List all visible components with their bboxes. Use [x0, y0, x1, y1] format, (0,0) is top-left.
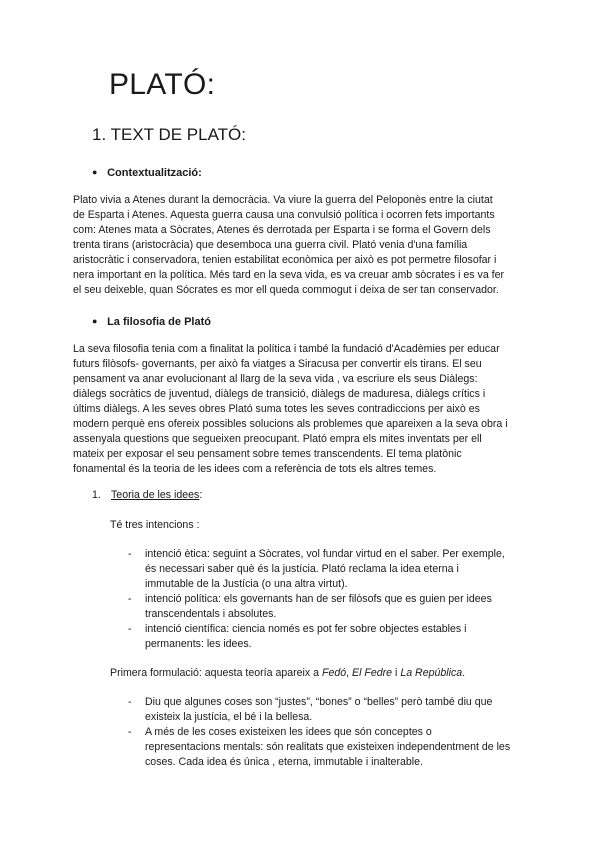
list-item: [128, 547, 505, 592]
dash-icon: [128, 622, 132, 637]
formulacio-prefix: Primera formulació: aquesta teoría apareix a: [110, 667, 322, 679]
intencions-list: [128, 547, 505, 652]
list-item-line: coses. Cada idea és única , eterna, immutable i inalterable.: [145, 756, 423, 768]
dash-icon: [128, 547, 132, 562]
list-item-line: transcendentals i absolutes.: [145, 608, 277, 620]
work-title: Fedó: [321, 667, 347, 679]
paragraph-line: futurs filòsofs- governants, per això fa viatges a Siracusa per convertir els tirans. El seu: [73, 358, 482, 370]
filosofia-paragraph: [73, 342, 533, 477]
paragraph-line: Plato vivia a Atenes durant la democràcia. Va viure la guerra del Peloponès entre la ciutat: [73, 194, 493, 206]
section-heading: 1. TEXT DE PLATÓ:: [92, 125, 246, 144]
separator: i: [392, 667, 401, 679]
list-item-line: intenció científica: ciencia només es pot fer sobre objectes estables i: [145, 623, 467, 635]
paragraph-line: La seva filosofia tenia com a finalitat la política i també la fundació d'Acadèmies per educar: [73, 343, 500, 355]
paragraph-line: fonamental és la teoria de les idees com a referència de tots els altres temes.: [73, 463, 437, 475]
list-number: 1.: [92, 489, 101, 501]
list-item: [128, 622, 505, 652]
paragraph-line: com: Atenes mata a Sòcrates, Atenes és derrotada per Esparta i se forma el Govern dels: [73, 224, 491, 236]
paragraph-line: aristocràtic i conservadora, tenien estabilitat econòmica per això es pot permetre filosofar i: [73, 254, 497, 266]
list-item-line: A més de les coses existeixen les idees que són conceptes o: [145, 726, 432, 738]
paragraph-line: pensament va anar evolucionant al llarg de la seva vida , va escriure els seus Diàlegs:: [73, 373, 478, 385]
list-item-line: és necessari saber què és la justícia. Plató reclama la idea eterna i: [145, 563, 459, 575]
paragraph-line: el seu deixeble, quan Sócrates es mor ell queda commogut i deixa de ser tan conservador.: [73, 284, 499, 296]
list-item-line: representacions mentals: són realitats que existeixen independentment de les: [145, 741, 511, 753]
paragraph-line: nera important en la política. Més tard en la seva vida, es va creuar amb sòcrates i es va fer: [73, 269, 505, 281]
context-heading: [92, 167, 202, 179]
list-item: [128, 725, 510, 770]
separator: ,: [346, 667, 353, 679]
dash-icon: [128, 592, 132, 607]
list-item: [128, 695, 510, 725]
list-item-line: immutable de la Justícia (o una altra virtut).: [145, 578, 348, 590]
list-item-line: existeix la justícia, el bé i la bellesa.: [145, 711, 313, 723]
list-item-line: intenció ètica: seguint a Sòcrates, vol fundar virtud en el saber. Per exemple,: [145, 548, 505, 560]
filosofia-heading: [92, 316, 211, 328]
teoria-heading-label: Teoria de les idees: [111, 489, 200, 501]
context-heading-label: Contextualització:: [107, 167, 202, 179]
intencions-intro-text: Té tres intencions :: [110, 519, 200, 531]
dash-icon: [128, 695, 132, 710]
punts-list: [128, 695, 510, 770]
list-item-line: intenció política: els governants han de ser filòsofs que es guien per idees: [145, 593, 492, 605]
bullet-icon: [92, 167, 104, 177]
paragraph-line: modern perquè ens ofereix possibles solucions als problemes que apareixen a la seva obra i: [73, 418, 508, 430]
paragraph-line: trenta tirans (aristocràcia) que desemboca una guerra civil. Plató venia d'una família: [73, 239, 468, 251]
page-title: PLATÓ:: [109, 68, 216, 101]
list-item-line: Diu que algunes coses son “justes”, “bones” o “belles” però també diu que: [145, 696, 493, 708]
paragraph-line: mateix per exposar el seu pensament sobre temes transcendents. El tema platònic: [73, 448, 462, 460]
paragraph-line: assenyala questions que segueixen preocupant. Plató empra els mites inventats per ell: [73, 433, 482, 445]
paragraph-line: diàlegs socràtics de juventud, diàlegs de transició, diàlegs de maduresa, diàlegs crítics i: [73, 388, 486, 400]
work-title: El Fedre: [352, 667, 393, 679]
paragraph-line: de Esparta i Atenes. Aquesta guerra causa una convulsió política i ocorren fets importants: [73, 209, 495, 221]
teoria-heading: [92, 489, 202, 501]
context-paragraph: [73, 193, 533, 298]
dash-icon: [128, 725, 132, 740]
formulacio-line: [110, 666, 465, 681]
filosofia-heading-label: La filosofia de Plató: [107, 316, 211, 328]
work-title: La República: [400, 667, 463, 679]
formulacio-text: [110, 666, 465, 681]
list-item-line: permanents: les idees.: [145, 638, 252, 650]
paragraph-line: últims diàlegs. A les seves obres Plató suma totes les seves contradiccions per això es: [73, 403, 480, 415]
intencions-intro: [110, 518, 200, 533]
separator: .: [462, 667, 466, 679]
list-item: [128, 592, 505, 622]
bullet-icon: [92, 316, 104, 326]
teoria-heading-colon: :: [199, 489, 203, 501]
